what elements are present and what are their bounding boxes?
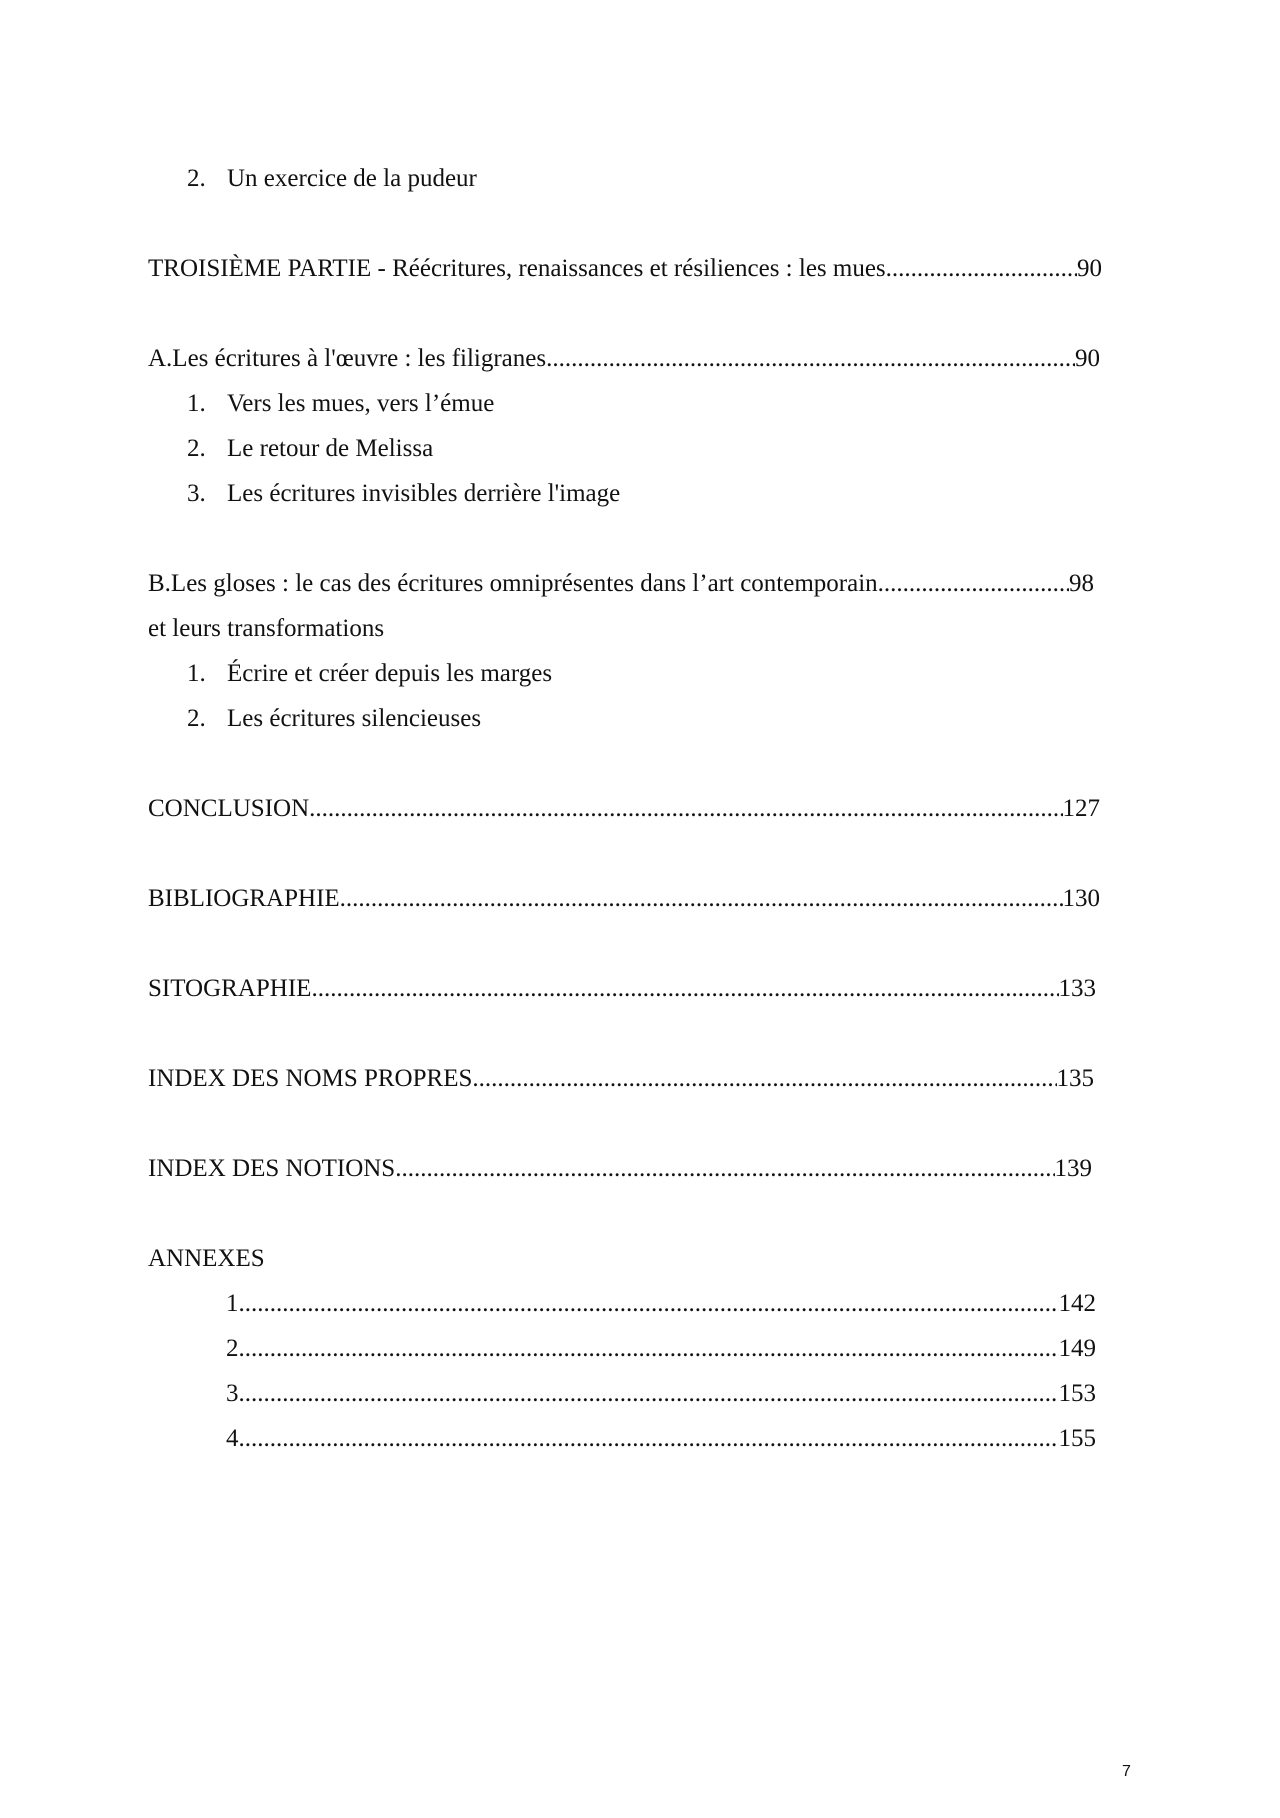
toc-subitem — [187, 478, 620, 510]
toc-entry-part3[interactable] — [148, 253, 1102, 285]
toc-entry-page: 135 — [1056, 1065, 1094, 1092]
toc-entry-continuation: et leurs transformations — [148, 615, 385, 642]
toc-annex-item[interactable] — [226, 1378, 1096, 1410]
toc-subitem-text: Les écritures silencieuses — [227, 705, 482, 732]
page-number: 7 — [1122, 1763, 1131, 1780]
toc-entry-conclusion[interactable] — [148, 793, 1100, 825]
toc-subitem-text: Écrire et créer depuis les marges — [227, 660, 553, 687]
toc-subitem-text: Les écritures invisibles derrière l'image — [227, 480, 621, 507]
toc-leader — [472, 1063, 1056, 1095]
toc-annex-item[interactable] — [226, 1288, 1096, 1320]
toc-entry-page: 153 — [1058, 1380, 1096, 1407]
toc-annex-number: 1 — [226, 1290, 239, 1317]
toc-subitem — [187, 433, 433, 465]
toc-annex-item[interactable] — [226, 1423, 1096, 1455]
toc-annex-number: 2 — [226, 1335, 239, 1362]
toc-entry-page: 155 — [1058, 1425, 1096, 1452]
toc-subitem — [187, 163, 477, 195]
toc-subitem — [187, 388, 494, 420]
toc-entry-title: BIBLIOGRAPHIE — [148, 885, 340, 912]
toc-entry-page: 149 — [1058, 1335, 1096, 1362]
toc-subitem-text: Un exercice de la pudeur — [227, 165, 477, 192]
toc-entry-bibliographie[interactable] — [148, 883, 1100, 915]
toc-leader — [311, 973, 1058, 1005]
toc-leader — [239, 1423, 1059, 1455]
toc-entry-title: INDEX DES NOMS PROPRES — [148, 1065, 473, 1092]
toc-subitem-number: 2. — [187, 165, 206, 192]
toc-entry-page: 90 — [1075, 345, 1100, 372]
toc-entry-index-notions[interactable] — [148, 1153, 1092, 1185]
toc-entry-index-noms[interactable] — [148, 1063, 1094, 1095]
toc-annex-number: 4 — [226, 1425, 239, 1452]
toc-entry-title: A.Les écritures à l'œuvre : les filigranes — [148, 345, 547, 372]
toc-entry-page: 142 — [1058, 1290, 1096, 1317]
toc-entry-page: 133 — [1058, 975, 1096, 1002]
toc-leader — [340, 883, 1063, 915]
toc-entry-title: SITOGRAPHIE — [148, 975, 312, 1002]
toc-leader — [239, 1378, 1059, 1410]
toc-subitem-number: 1. — [187, 660, 206, 687]
toc-entry-page: 139 — [1054, 1155, 1092, 1182]
toc-entry-sitographie[interactable] — [148, 973, 1096, 1005]
toc-subitem-text: Vers les mues, vers l’émue — [227, 390, 495, 417]
toc-leader — [309, 793, 1062, 825]
toc-entry-title: B.Les gloses : le cas des écritures omniprésentes dans l’art contemporain — [148, 570, 878, 597]
toc-subitem-number: 1. — [187, 390, 206, 417]
toc-leader — [239, 1288, 1059, 1320]
toc-leader — [878, 568, 1069, 600]
toc-entry-annexes: ANNEXES — [148, 1245, 265, 1272]
toc-leader — [239, 1333, 1059, 1365]
toc-leader — [886, 253, 1077, 285]
toc-entry-page: 98 — [1069, 570, 1094, 597]
toc-entry-section-a[interactable] — [148, 343, 1100, 375]
toc-leader — [395, 1153, 1054, 1185]
toc-subitem — [187, 658, 552, 690]
toc-subitem-number: 2. — [187, 705, 206, 732]
toc-annex-number: 3 — [226, 1380, 239, 1407]
toc-entry-title: TROISIÈME PARTIE - Réécritures, renaissances et résiliences : les mues — [148, 255, 886, 282]
toc-entry-section-b[interactable] — [148, 568, 1094, 600]
toc-leader — [546, 343, 1075, 375]
toc-subitem — [187, 703, 481, 735]
toc-subitem-number: 2. — [187, 435, 206, 462]
toc-entry-page: 90 — [1077, 255, 1102, 282]
toc-entry-page: 127 — [1062, 795, 1100, 822]
toc-entry-title: INDEX DES NOTIONS — [148, 1155, 396, 1182]
toc-subitem-text: Le retour de Melissa — [227, 435, 434, 462]
toc-annex-item[interactable] — [226, 1333, 1096, 1365]
toc-entry-title: CONCLUSION — [148, 795, 310, 822]
toc-subitem-number: 3. — [187, 480, 206, 507]
toc-entry-page: 130 — [1062, 885, 1100, 912]
